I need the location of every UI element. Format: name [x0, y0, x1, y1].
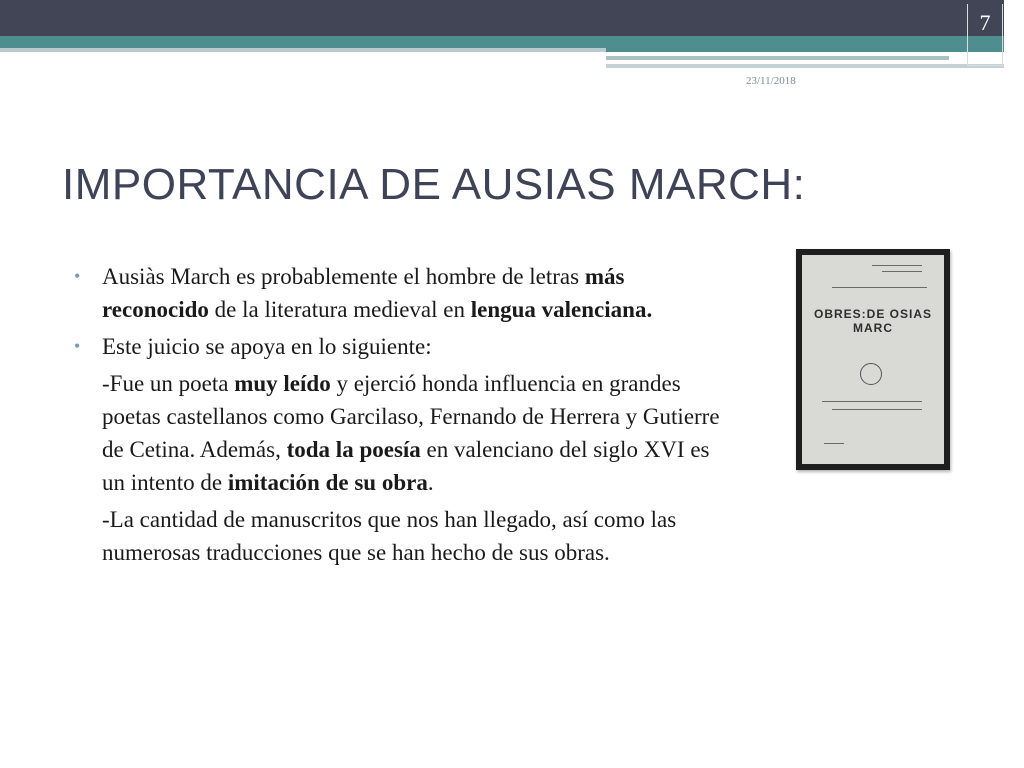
slide-title: IMPORTANCIA DE AUSIAS MARCH:: [62, 160, 806, 209]
sub-paragraph: [74, 367, 724, 499]
handwriting-stroke: [824, 443, 844, 444]
text-run: -La cantidad de manuscritos que nos han llegado, así como las numerosas traducciones que se han hecho de sus obras.: [102, 507, 677, 565]
bullet-icon: •: [74, 336, 81, 356]
text-run: Este juicio se apoya en lo siguiente:: [102, 334, 432, 359]
bold-text: muy leído: [234, 371, 331, 396]
header-band-teal-right: [606, 36, 1004, 52]
bold-text: imitación de su obra: [227, 470, 428, 495]
header-band-light: [606, 64, 1004, 68]
slide-date: 23/11/2018: [746, 75, 796, 87]
handwriting-stroke: [822, 401, 922, 402]
bold-text: más reconocido: [102, 264, 625, 322]
handwriting-stroke: [872, 265, 922, 266]
manuscript-title: OBRES:DE OSIAS MARC: [813, 307, 932, 335]
text-run: -Fue un poeta: [102, 371, 235, 396]
header-band-dark: [0, 0, 1024, 36]
text-run: Ausiàs March es probablemente el hombre de letras: [102, 264, 585, 289]
header-band-edge: [1004, 0, 1024, 68]
slide-number: 7: [979, 10, 991, 35]
header-band-teal-left: [0, 36, 606, 48]
bold-text: lengua valenciana.: [470, 297, 653, 322]
slide-content: [74, 260, 724, 573]
bold-text: toda la poesía: [286, 437, 421, 462]
text-run: en valenciano del siglo XVI es un intento de: [102, 437, 710, 495]
seal-icon: [860, 363, 882, 385]
bullet-paragraph: [74, 260, 724, 326]
manuscript-image: [796, 249, 950, 470]
bullet-paragraph: [74, 330, 724, 363]
handwriting-stroke: [832, 287, 927, 288]
handwriting-stroke: [832, 409, 922, 410]
sub-paragraph: [74, 503, 724, 569]
bullet-icon: •: [74, 266, 81, 286]
header-band-light: [0, 48, 606, 52]
text-run: y ejerció honda influencia en grandes poetas castellanos como Garcilaso, Fernando de Herrera y Gutierre de Cetina. Además,: [102, 371, 720, 462]
text-run: .: [427, 470, 434, 495]
handwriting-stroke: [882, 271, 922, 272]
header-band-light: [606, 56, 949, 60]
manuscript-page: [802, 255, 944, 464]
text-run: de la literatura medieval en: [208, 297, 471, 322]
